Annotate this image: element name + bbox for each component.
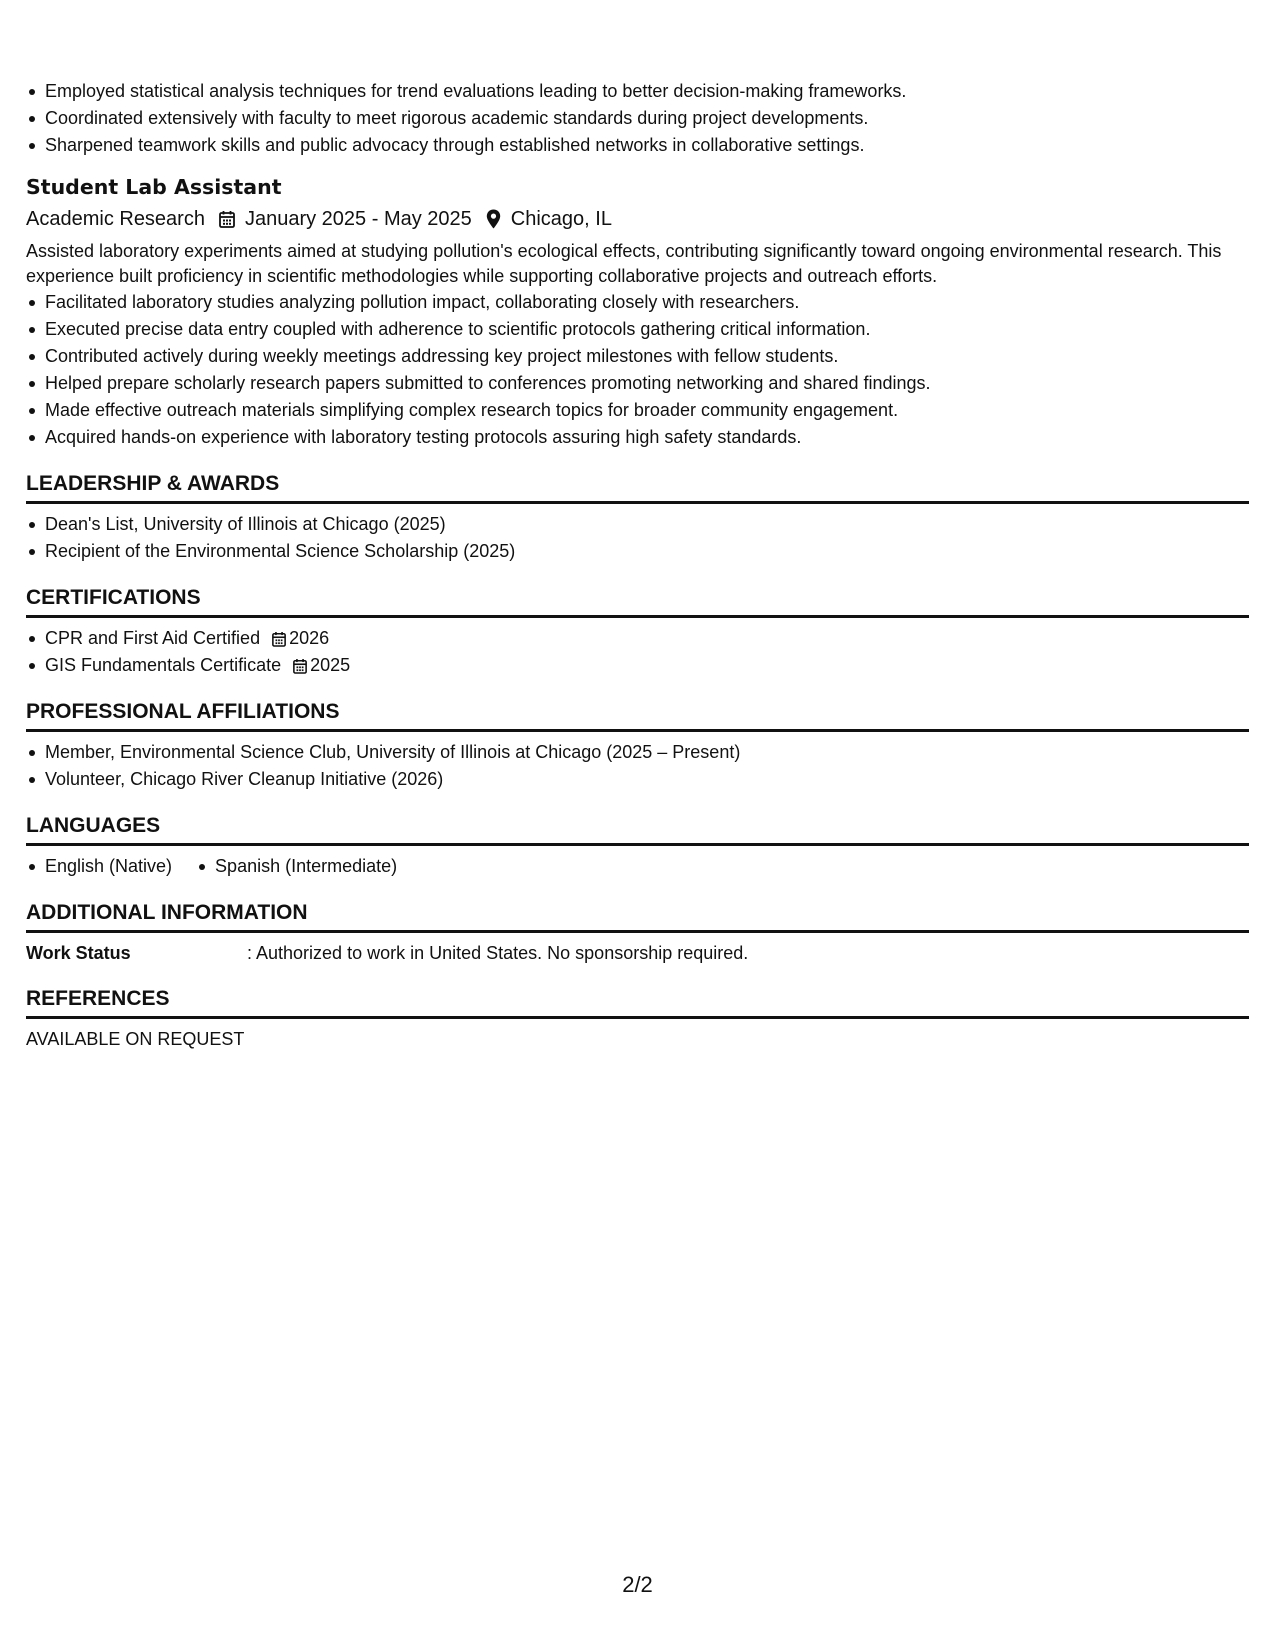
list-item: Member, Environmental Science Club, University of Illinois at Chicago (2025 – Present)	[26, 739, 1249, 766]
list-item: Volunteer, Chicago River Cleanup Initiative (2026)	[26, 766, 1249, 793]
list-item: Coordinated extensively with faculty to meet rigorous academic standards during project developments.	[26, 105, 1249, 132]
list-item	[26, 652, 1249, 679]
calendar-icon	[219, 210, 235, 228]
list-item: Made effective outreach materials simplifying complex research topics for broader community engagement.	[26, 397, 1249, 424]
references-section	[26, 986, 1249, 1052]
certification-year: 2026	[289, 628, 330, 648]
affiliations-section	[26, 699, 1249, 793]
job-company: Academic Research	[26, 208, 205, 230]
section-title: LEADERSHIP & AWARDS	[26, 471, 1249, 504]
page-number: 2/2	[622, 1572, 653, 1597]
section-title: REFERENCES	[26, 986, 1249, 1019]
section-title: ADDITIONAL INFORMATION	[26, 900, 1249, 933]
work-status-label: Work Status	[26, 943, 131, 963]
work-status-value: : Authorized to work in United States. No sponsorship required.	[247, 943, 749, 963]
leadership-section	[26, 471, 1249, 565]
certification-name: GIS Fundamentals Certificate	[45, 655, 282, 675]
list-item: Sharpened teamwork skills and public advocacy through established networks in collaborative settings.	[26, 132, 1249, 159]
certification-name: CPR and First Aid Certified	[45, 628, 261, 648]
list-item: Facilitated laboratory studies analyzing pollution impact, collaborating closely with researchers.	[26, 289, 1249, 316]
section-title: LANGUAGES	[26, 813, 1249, 846]
calendar-icon	[272, 631, 286, 647]
list-item: Employed statistical analysis techniques for trend evaluations leading to better decision-making frameworks.	[26, 78, 1249, 105]
additional-info-section	[26, 900, 1249, 966]
job-meta	[26, 204, 1249, 234]
certification-year: 2025	[310, 655, 351, 675]
calendar-icon	[293, 658, 307, 674]
list-item: Contributed actively during weekly meetings addressing key project milestones with fellow students.	[26, 343, 1249, 370]
list-item: Spanish (Intermediate)	[196, 853, 397, 880]
job-dates: January 2025 - May 2025	[244, 208, 472, 230]
list-item	[26, 625, 1249, 652]
section-title: PROFESSIONAL AFFILIATIONS	[26, 699, 1249, 732]
list-item: Executed precise data entry coupled with adherence to scientific protocols gathering critical information.	[26, 316, 1249, 343]
list-item: Recipient of the Environmental Science Scholarship (2025)	[26, 538, 1249, 565]
previous-job-bullets	[26, 78, 1249, 159]
job-description: Assisted laboratory experiments aimed at studying pollution's ecological effects, contributing significantly toward ongoing environmental research. This experience built proficiency in scientific methodologies while supporting collaborative projects and outreach efforts.	[26, 241, 1222, 286]
section-title: CERTIFICATIONS	[26, 585, 1249, 618]
job-location: Chicago, IL	[510, 208, 612, 230]
map-pin-icon	[486, 209, 501, 229]
list-item: English (Native)	[26, 853, 172, 880]
certifications-section	[26, 585, 1249, 679]
job-entry	[26, 173, 1249, 451]
job-title: Student Lab Assistant	[26, 175, 282, 199]
languages-section	[26, 813, 1249, 880]
list-item: Helped prepare scholarly research papers submitted to conferences promoting networking and shared findings.	[26, 370, 1249, 397]
work-status-row	[26, 940, 1249, 966]
list-item: Dean's List, University of Illinois at Chicago (2025)	[26, 511, 1249, 538]
job-bullets	[26, 289, 1249, 451]
list-item: Acquired hands-on experience with laboratory testing protocols assuring high safety standards.	[26, 424, 1249, 451]
references-text: AVAILABLE ON REQUEST	[26, 1029, 245, 1049]
